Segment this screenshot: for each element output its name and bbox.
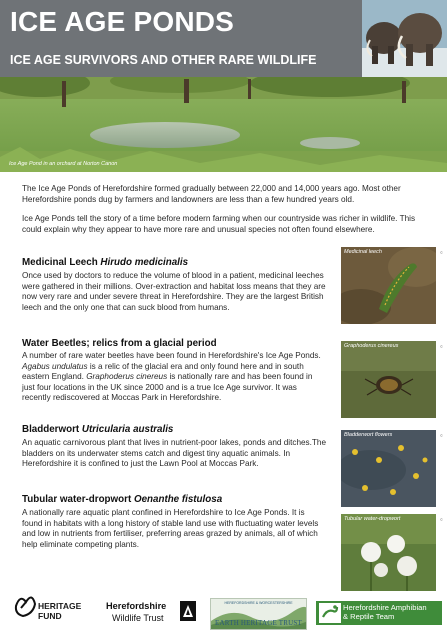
photo-credit-leech: © [439,250,444,255]
photo-dropwort [341,514,436,591]
section-title-text: Medicinal Leech [22,257,98,268]
photo-credit-beetle: © [439,344,444,349]
photo-beetle [341,341,436,418]
latin-name: Oenanthe fistulosa [133,494,223,505]
body-text: A number of rare water beetles have been found in Herefordshire's Ice Age Ponds. [22,351,321,360]
page-subtitle: ICE AGE SURVIVORS AND OTHER RARE WILDLIFE [10,53,317,67]
earth-heritage-trust-logo [210,598,307,630]
section-title-beetles: Water Beetles; relics from a glacial period [22,338,217,349]
page-title: ICE AGE PONDS [10,6,235,37]
wildlife-trust-name: Herefordshire [106,601,167,611]
section-body-beetles [22,351,327,404]
body-text: is nationally rare and has been found in just four locations in the UK since 2000 and is a true Ice Age survivor. It was recently rediscovered at Moccas Park in Herefordshire. [22,372,313,403]
amphibian-reptile-team-line1: Herefordshire Amphibian [343,603,427,612]
section-body-bladderwort: An aquatic carnivorous plant that lives in nutrient-poor lakes, ponds and ditches.The bladders on its underwater stems catch and digest tiny aquatic animals. In Herefordshire it is confined to just the Lawn Pool at Moccas Park. [22,438,327,469]
photo-caption-bladderwort: Bladderwort flowers [344,432,393,438]
latin-name: Graphoderus cinereus [86,372,168,382]
intro-paragraph-2: Ice Age Ponds tell the story of a time before modern farming when our countryside was richer in wildlife. This could explain why they appear to have more rare and unusual species not often found elsewhere. [22,214,416,234]
heritage-fund-line1: HERITAGE [38,601,82,611]
intro-paragraph-1: The Ice Age Ponds of Herefordshire formed gradually between 22,000 and 14,000 years ago. Most other Herefordshire ponds dug by farmers and landowners are less than a few hundred years old. [22,184,401,204]
hero-caption: Ice Age Pond in an orchard at Norton Canon [9,161,118,167]
heritage-fund-line2: FUND [38,610,62,621]
section-title-text: Tubular water-dropwort [22,494,132,505]
mammoth-illustration [362,0,447,77]
photo-credit-dropwort: © [439,517,444,522]
amphibian-reptile-team-logo [316,601,442,625]
newt-icon [319,603,341,623]
earth-heritage-trust-region: HEREFORDSHIRE & WORCESTERSHIRE [224,601,293,605]
body-text: is a relic of the glacial era and only found here and in south eastern England. [22,361,304,382]
section-body-leech: Once used by doctors to reduce the volume of blood in a patient, medicinal leeches were gathered in their millions. Over-extraction and habitat loss means that they are now very rare and under severe threat in Herefordshire. They are the largest British leech and the only one that can suck blood from humans. [22,271,326,312]
section-title-dropwort [22,494,222,505]
photo-caption-dropwort: Tubular water-dropwort [344,516,401,522]
wildlife-trust-sub: Wildlife Trust [112,613,164,623]
section-title-text: Bladderwort [22,424,80,435]
latin-name: Agabus undulatus [22,361,88,371]
photo-caption-beetle: Graphoderus cinereus [344,343,399,349]
heritage-fund-icon [12,594,38,618]
latin-name: Hirudo medicinalis [100,257,189,268]
photo-leech [341,247,436,324]
badger-icon [180,601,196,621]
wildlife-trust-logo [106,601,166,623]
earth-heritage-trust-name: EARTH HERITAGE TRUST [215,619,302,627]
photo-bladderwort [341,430,436,507]
photo-credit-bladderwort: © [439,433,444,438]
amphibian-reptile-team-line2: & Reptile Team [343,612,395,622]
photo-caption-leech: Medicinal leech [344,249,382,255]
section-body-dropwort: A nationally rare aquatic plant confined in Herefordshire to Ice Age Ponds. It is found in habitats with a long history of stable land use with fluctuating water levels and low in nutrients from fertiliser, preferring areas grazed by animals, all of which help eliminate competing plants. [22,508,319,549]
hero-photo [0,77,447,172]
section-title-bladderwort [22,424,173,435]
latin-name: Utricularia australis [81,424,174,435]
section-title-leech [22,257,188,268]
